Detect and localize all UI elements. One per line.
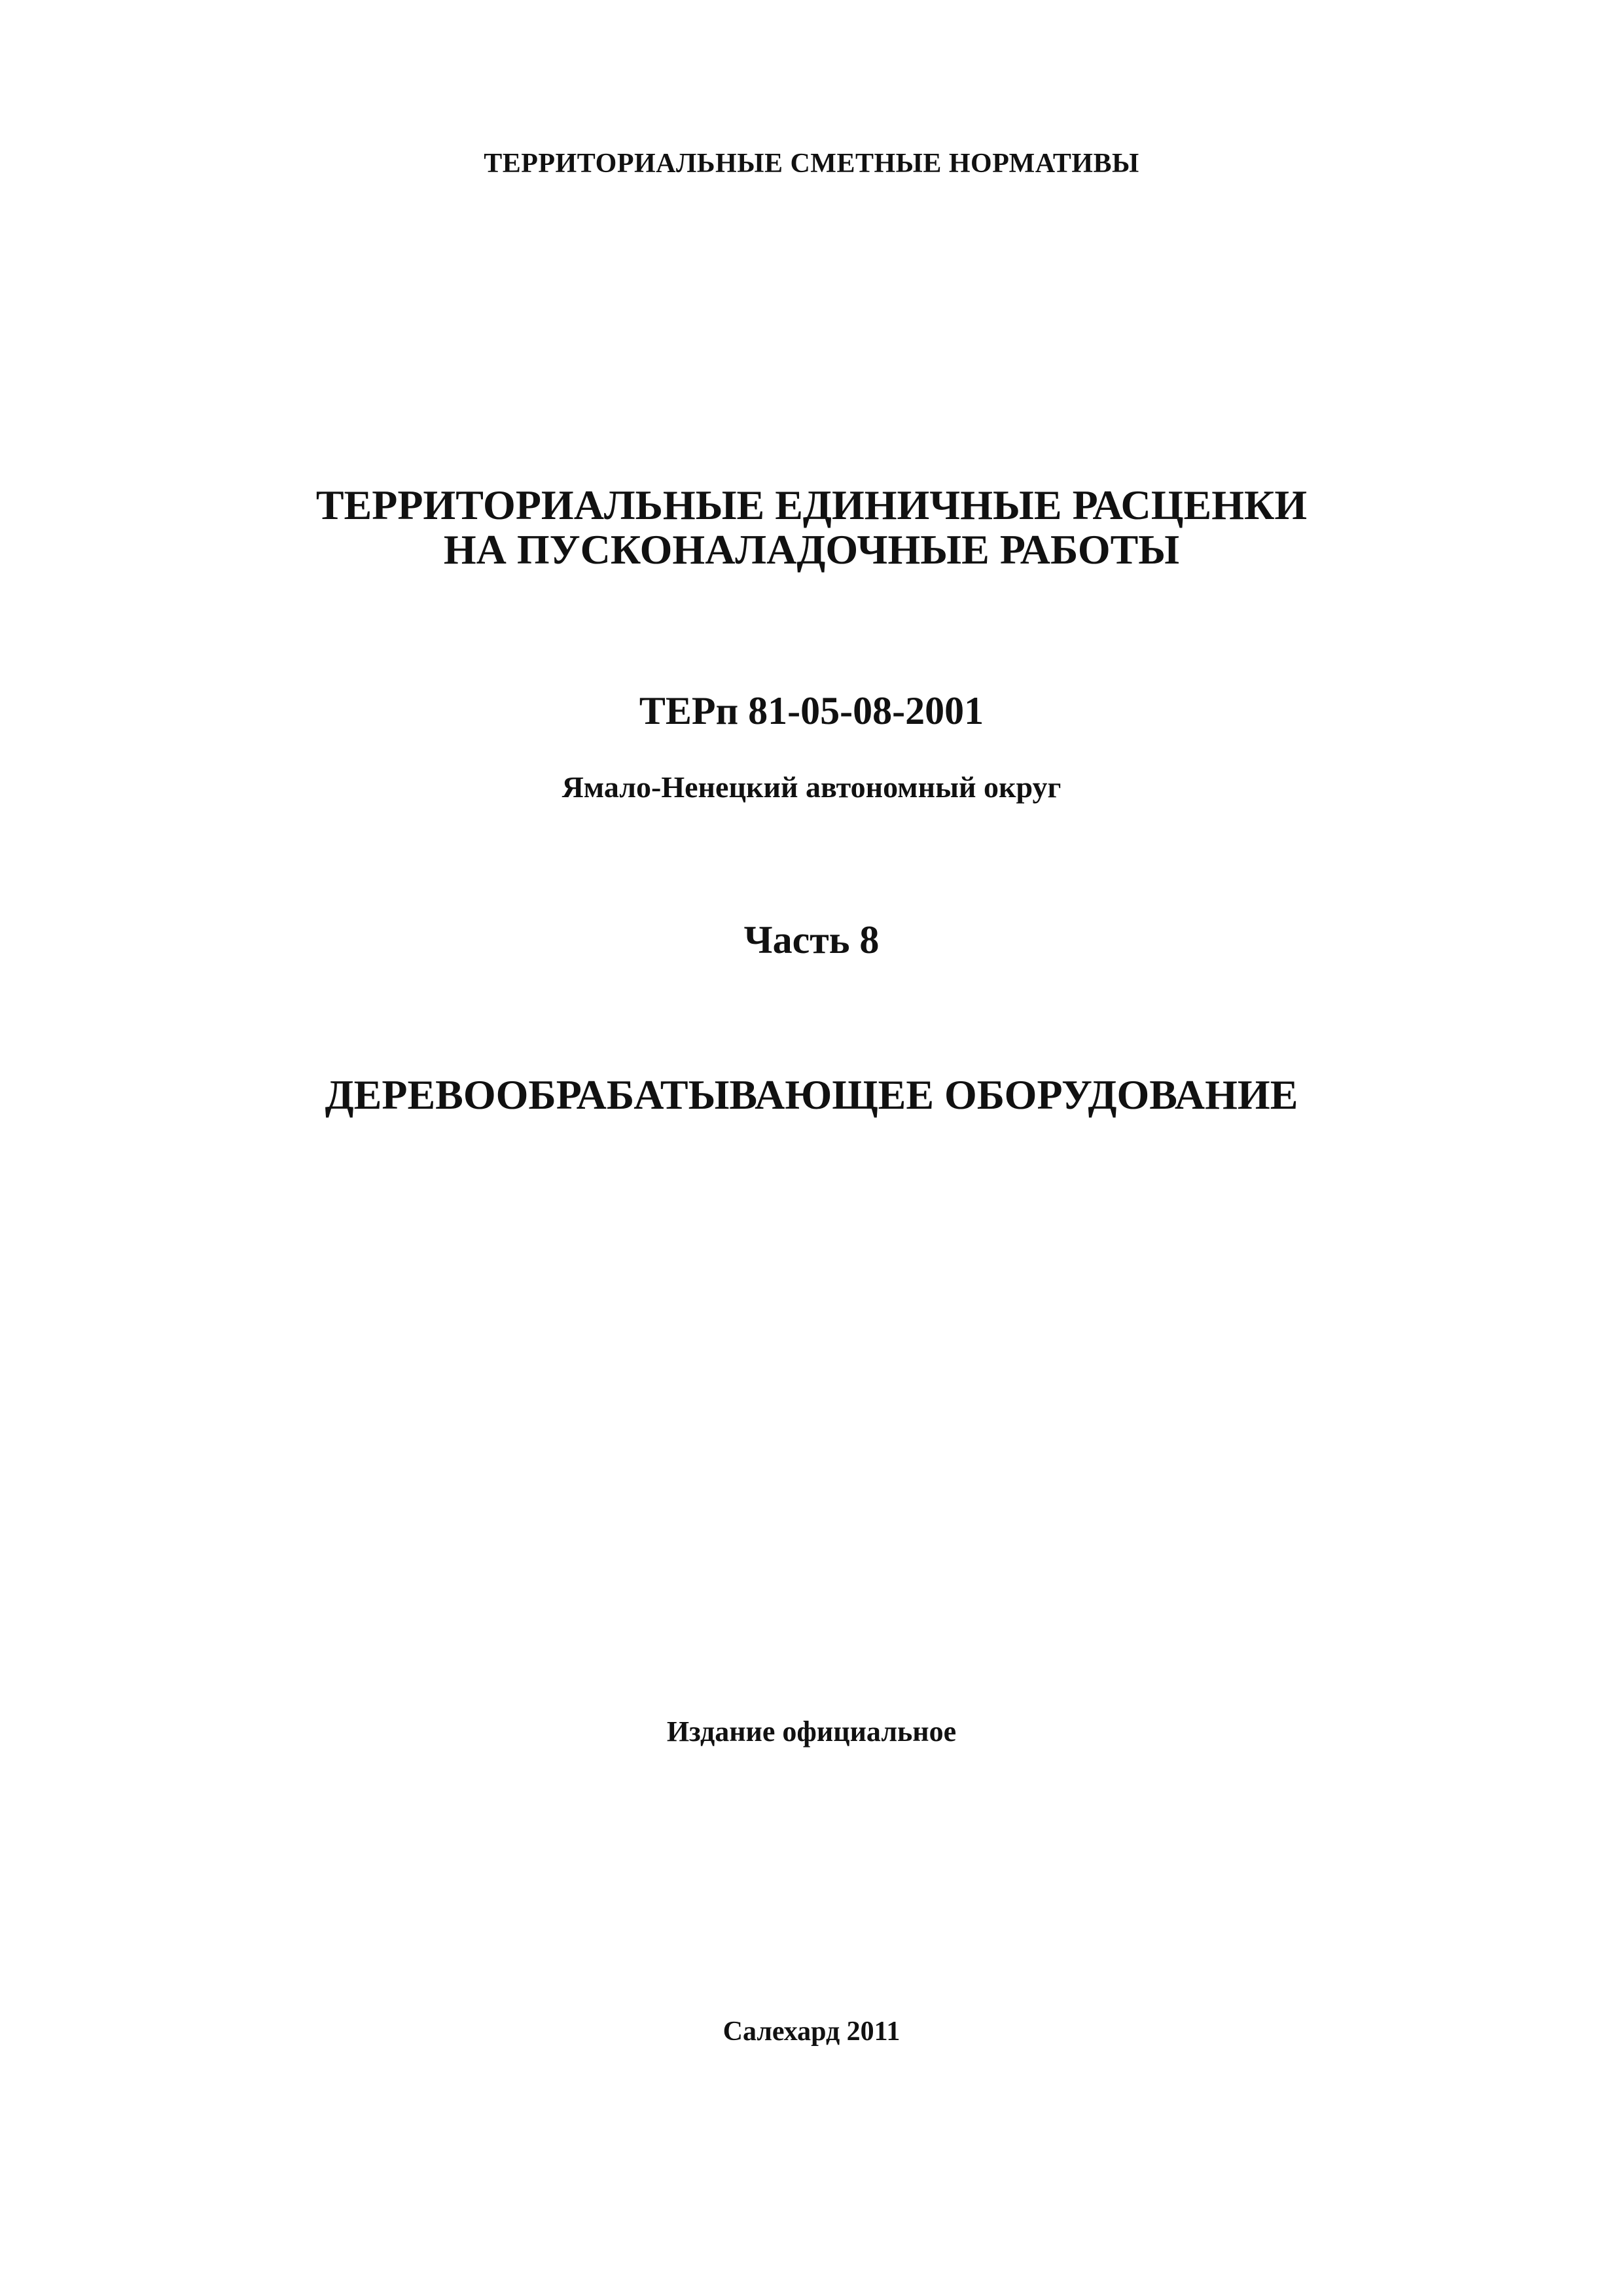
section-title: ДЕРЕВООБРАБАТЫВАЮЩЕЕ ОБОРУДОВАНИЕ: [325, 1071, 1298, 1118]
series-header: ТЕРРИТОРИАЛЬНЫЕ СМЕТНЫЕ НОРМАТИВЫ: [484, 149, 1139, 179]
region-name: Ямало-Ненецкий автономный округ: [562, 770, 1061, 804]
main-title: [0, 483, 1623, 572]
document-code: ТЕРп 81-05-08-2001: [639, 689, 984, 732]
place-and-year: Салехард 2011: [722, 2017, 901, 2047]
main-title-line-2: НА ПУСКОНАЛАДОЧНЫЕ РАБОТЫ: [443, 526, 1180, 573]
main-title-line-1: ТЕРРИТОРИАЛЬНЫЕ ЕДИНИЧНЫЕ РАСЦЕНКИ: [315, 482, 1308, 528]
part-number: Часть 8: [743, 918, 880, 961]
edition-label: Издание официальное: [666, 1715, 957, 1748]
